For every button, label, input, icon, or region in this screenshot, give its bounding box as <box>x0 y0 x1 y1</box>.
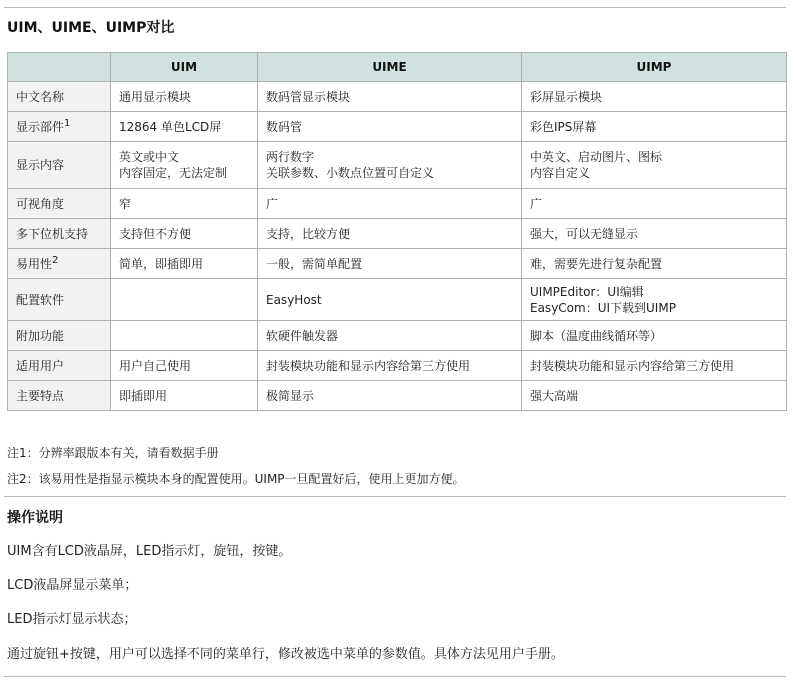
table-row <box>8 82 787 112</box>
note-1: 注1：分辨率跟版本有关，请看数据手册 <box>7 446 219 460</box>
row-header-cell <box>8 82 111 112</box>
row-label: 易用性 <box>16 256 53 271</box>
row-header-cell <box>8 381 111 411</box>
header-cell-uim: UIM <box>111 53 258 82</box>
cell-uimp: 难，需要先进行复杂配置 <box>522 249 787 279</box>
row-label: 多下位机支持 <box>16 226 89 241</box>
cell-uim: 12864 单色LCD屏 <box>111 112 258 142</box>
table-row <box>8 321 787 351</box>
table-row <box>8 142 787 189</box>
cell-uime: 极简显示 <box>258 381 522 411</box>
cell-uim <box>111 279 258 321</box>
row-header-cell <box>8 112 111 142</box>
cell-uimp: 封装模块功能和显示内容给第三方使用 <box>522 351 787 381</box>
bottom-divider <box>4 676 786 677</box>
row-label: 显示内容 <box>16 158 65 172</box>
paragraph: UIM含有LCD液晶屏，LED指示灯，旋钮，按键。 <box>7 544 292 559</box>
cell-uime: 广 <box>258 189 522 219</box>
row-header-cell <box>8 249 111 279</box>
row-label: 中文名称 <box>16 89 65 104</box>
table-row <box>8 249 787 279</box>
cell-uime: 一般，需简单配置 <box>258 249 522 279</box>
paragraph: LED指示灯显示状态； <box>7 612 137 627</box>
cell-uime: 两行数字 关联参数、小数点位置可自定义 <box>258 142 522 189</box>
cell-uimp: 强大高端 <box>522 381 787 411</box>
cell-uimp: 中英文、启动图片、图标 内容自定义 <box>522 142 787 189</box>
cell-uimp: 彩色IPS屏幕 <box>522 112 787 142</box>
cell-uim: 英文或中文 内容固定，无法定制 <box>111 142 258 189</box>
row-header-cell <box>8 142 111 189</box>
note-2: 注2：该易用性是指显示模块本身的配置使用。UIMP一旦配置好后，使用上更加方便。 <box>7 472 465 486</box>
header-cell-empty <box>8 53 111 82</box>
row-label: 配置软件 <box>16 292 65 307</box>
cell-uim: 通用显示模块 <box>111 82 258 112</box>
table-row <box>8 381 787 411</box>
cell-uimp: 广 <box>522 189 787 219</box>
cell-uimp: 脚本（温度曲线循环等） <box>522 321 787 351</box>
cell-uim: 支持但不方便 <box>111 219 258 249</box>
cell-uim: 简单，即插即用 <box>111 249 258 279</box>
header-cell-uimp: UIMP <box>522 53 787 82</box>
table-header-row <box>8 53 787 82</box>
row-label: 可视角度 <box>16 196 65 211</box>
table-row <box>8 112 787 142</box>
cell-uim: 即插即用 <box>111 381 258 411</box>
row-label: 显示部件 <box>16 119 65 134</box>
table-row <box>8 351 787 381</box>
page-title: UIM、UIME、UIMP对比 <box>7 20 175 36</box>
paragraph: LCD液晶屏显示菜单； <box>7 578 138 593</box>
row-header-cell <box>8 351 111 381</box>
row-header-cell <box>8 279 111 321</box>
comparison-table <box>7 52 787 411</box>
row-label: 适用用户 <box>16 358 65 373</box>
cell-uimp: 强大，可以无缝显示 <box>522 219 787 249</box>
cell-uime: EasyHost <box>258 279 522 321</box>
row-header-cell <box>8 321 111 351</box>
cell-uime: 数码管显示模块 <box>258 82 522 112</box>
cell-uime: 数码管 <box>258 112 522 142</box>
cell-uim <box>111 321 258 351</box>
cell-uimp: 彩屏显示模块 <box>522 82 787 112</box>
cell-uimp: UIMPEditor：UI编辑 EasyCom：UI下载到UIMP <box>522 279 787 321</box>
row-header-cell <box>8 219 111 249</box>
footnote-marker: 2 <box>52 254 59 266</box>
row-label: 主要特点 <box>16 388 65 403</box>
section-title: 操作说明 <box>7 510 63 526</box>
header-cell-uime: UIME <box>258 53 522 82</box>
row-header-cell <box>8 189 111 219</box>
footnote-marker: 1 <box>64 117 71 129</box>
section-divider <box>4 496 786 497</box>
row-label: 附加功能 <box>16 328 65 343</box>
top-divider <box>4 7 786 8</box>
cell-uime: 支持，比较方便 <box>258 219 522 249</box>
paragraph: 通过旋钮+按键，用户可以选择不同的菜单行，修改被选中菜单的参数值。具体方法见用户手册。 <box>7 647 564 662</box>
table-row <box>8 189 787 219</box>
table-row <box>8 279 787 321</box>
table-row <box>8 219 787 249</box>
cell-uime: 软硬件触发器 <box>258 321 522 351</box>
cell-uim: 窄 <box>111 189 258 219</box>
cell-uim: 用户自己使用 <box>111 351 258 381</box>
cell-uime: 封装模块功能和显示内容给第三方使用 <box>258 351 522 381</box>
